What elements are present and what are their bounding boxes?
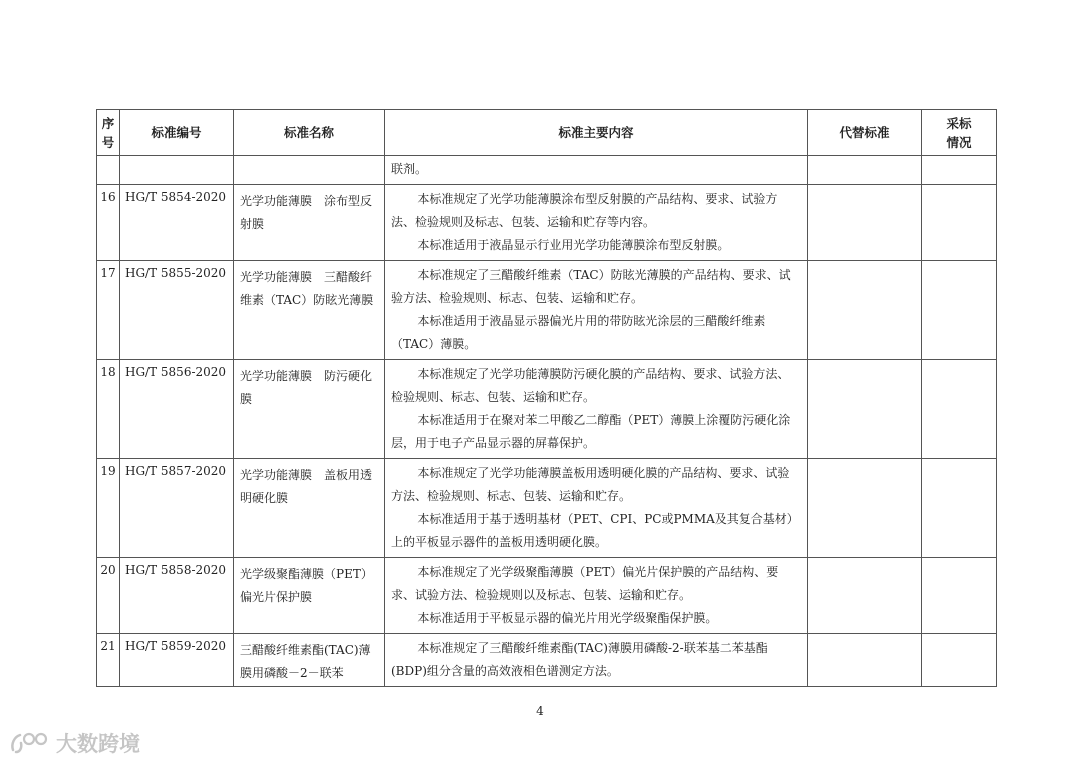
cell-name: 三醋酸纤维素酯(TAC)薄膜用磷酸－2－联苯 — [234, 634, 385, 687]
watermark — [10, 728, 140, 758]
cell-content — [385, 634, 808, 687]
cell-content-continuation: 联剂。 — [385, 156, 808, 185]
page-number: 4 — [536, 704, 544, 718]
cell-no: 21 — [97, 634, 120, 687]
table-row — [97, 261, 997, 360]
cell-empty — [234, 156, 385, 185]
cell-replace — [808, 261, 922, 360]
cell-no: 18 — [97, 360, 120, 459]
cell-replace — [808, 185, 922, 261]
cell-replace — [808, 459, 922, 558]
content-paragraph: 本标准规定了光学功能薄膜防污硬化膜的产品结构、要求、试验方法、检验规则、标志、包装、运输和贮存。 — [391, 367, 790, 404]
cell-code: HG/T 5856-2020 — [120, 360, 234, 459]
watermark-text: 大数跨境 — [56, 732, 140, 756]
header-replace: 代替标准 — [808, 110, 922, 156]
content-paragraph: 本标准适用于平板显示器的偏光片用光学级聚酯保护膜。 — [417, 611, 718, 625]
header-name: 标准名称 — [234, 110, 385, 156]
cell-code: HG/T 5854-2020 — [120, 185, 234, 261]
table-row-continuation — [97, 156, 997, 185]
header-code: 标准编号 — [120, 110, 234, 156]
table-header-row — [97, 110, 997, 156]
cell-empty — [120, 156, 234, 185]
table-row — [97, 360, 997, 459]
cell-adopt — [922, 261, 997, 360]
cell-no: 17 — [97, 261, 120, 360]
standards-table — [96, 109, 997, 687]
cell-code: HG/T 5857-2020 — [120, 459, 234, 558]
cell-content — [385, 459, 808, 558]
cell-code: HG/T 5855-2020 — [120, 261, 234, 360]
cell-name: 光学功能薄膜 三醋酸纤维素（TAC）防眩光薄膜 — [234, 261, 385, 360]
logo-icon — [10, 730, 50, 756]
cell-replace — [808, 360, 922, 459]
table-row — [97, 558, 997, 634]
cell-name: 光学功能薄膜 盖板用透明硬化膜 — [234, 459, 385, 558]
content-paragraph: 本标准规定了光学级聚酯薄膜（PET）偏光片保护膜的产品结构、要求、试验方法、检验规则以及标志、包装、运输和贮存。 — [391, 565, 779, 602]
cell-adopt — [922, 558, 997, 634]
cell-code: HG/T 5858-2020 — [120, 558, 234, 634]
cell-name: 光学功能薄膜 防污硬化膜 — [234, 360, 385, 459]
content-paragraph: 本标准适用于液晶显示行业用光学功能薄膜涂布型反射膜。 — [417, 238, 730, 252]
cell-empty — [922, 156, 997, 185]
cell-content — [385, 185, 808, 261]
cell-empty — [97, 156, 120, 185]
header-adopt: 采标 情况 — [922, 110, 997, 156]
header-no: 序 号 — [97, 110, 120, 156]
cell-empty — [808, 156, 922, 185]
cell-adopt — [922, 634, 997, 687]
cell-name: 光学功能薄膜 涂布型反射膜 — [234, 185, 385, 261]
content-paragraph: 本标准规定了光学功能薄膜涂布型反射膜的产品结构、要求、试验方法、检验规则及标志、包装、运输和贮存等内容。 — [391, 192, 778, 229]
cell-adopt — [922, 360, 997, 459]
table-row — [97, 459, 997, 558]
content-paragraph: 本标准规定了三醋酸纤维素酯(TAC)薄膜用磷酸-2-联苯基二苯基酯(BDP)组分含量的高效液相色谱测定方法。 — [391, 641, 768, 678]
table-row — [97, 185, 997, 261]
cell-adopt — [922, 459, 997, 558]
header-content: 标准主要内容 — [385, 110, 808, 156]
content-paragraph: 本标准规定了光学功能薄膜盖板用透明硬化膜的产品结构、要求、试验方法、检验规则、标志、包装、运输和贮存。 — [391, 466, 790, 503]
cell-no: 16 — [97, 185, 120, 261]
cell-no: 20 — [97, 558, 120, 634]
table-row — [97, 634, 997, 687]
cell-replace — [808, 634, 922, 687]
content-paragraph: 本标准规定了三醋酸纤维素（TAC）防眩光薄膜的产品结构、要求、试验方法、检验规则、标志、包装、运输和贮存。 — [391, 268, 791, 305]
cell-name: 光学级聚酯薄膜（PET）偏光片保护膜 — [234, 558, 385, 634]
content-paragraph: 本标准适用于液晶显示器偏光片用的带防眩光涂层的三醋酸纤维素（TAC）薄膜。 — [391, 314, 766, 351]
cell-content — [385, 558, 808, 634]
cell-content — [385, 360, 808, 459]
content-paragraph: 本标准适用于基于透明基材（PET、CPI、PC或PMMA及其复合基材）上的平板显示器件的盖板用透明硬化膜。 — [391, 512, 799, 549]
cell-replace — [808, 558, 922, 634]
content-paragraph: 本标准适用于在聚对苯二甲酸乙二醇酯（PET）薄膜上涂覆防污硬化涂层，用于电子产品显示器的屏幕保护。 — [391, 413, 791, 450]
cell-no: 19 — [97, 459, 120, 558]
cell-content — [385, 261, 808, 360]
cell-adopt — [922, 185, 997, 261]
cell-code: HG/T 5859-2020 — [120, 634, 234, 687]
